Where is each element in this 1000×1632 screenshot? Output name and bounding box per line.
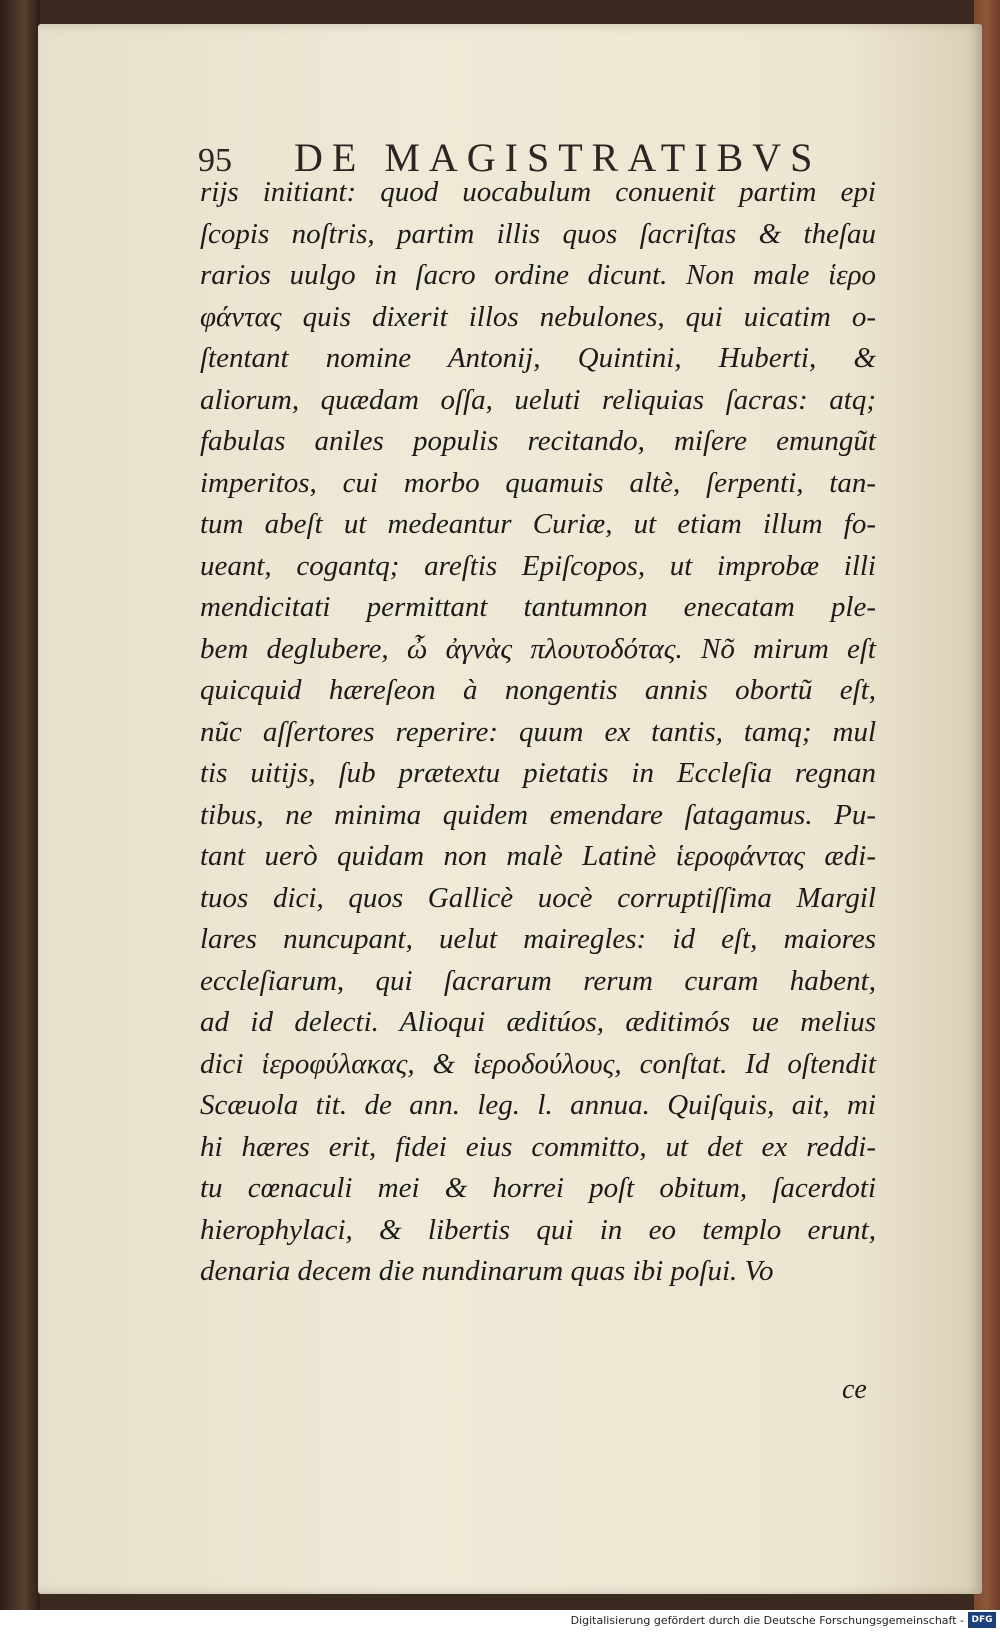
text-line: φάντας quis dixerit illos nebulones, qui uicatim o- <box>200 300 876 333</box>
text-block <box>200 172 876 1293</box>
text-line: nũc aſſertores reperire: quum ex tantis, tamq; mul <box>200 715 876 748</box>
text-line: ueant, cogantq; areſtis Epiſcopos, ut improbæ illi <box>200 549 876 582</box>
text-line: imperitos, cui morbo quamuis altè, ſerpenti, tan- <box>200 466 876 499</box>
text-line: denaria decem die nundinarum quas ibi poſui. Vo <box>200 1255 774 1287</box>
dfg-logo: DFG <box>968 1612 996 1628</box>
footer-bar <box>0 1610 1000 1632</box>
running-title: DE MAGISTRATIBVS <box>294 135 822 180</box>
text-line: fabulas aniles populis recitando, miſere emungũt <box>200 425 876 457</box>
text-line: hi hæres erit, fidei eius committo, ut det ex reddi- <box>200 1130 876 1163</box>
funding-notice: Digitalisierung gefördert durch die Deutsche Forschungsgemeinschaft - <box>570 1614 964 1627</box>
text-line: dici ἱεροφύλακας, & ἱεροδούλους, conſtat. Id oſtendit <box>200 1047 876 1080</box>
text-line: tu cœnaculi mei & horrei poſt obitum, ſacerdoti <box>200 1172 876 1204</box>
text-line: rijs initiant: quod uocabulum conuenit partim epi <box>200 176 876 208</box>
text-line: rarios uulgo in ſacro ordine dicunt. Non male ἱερο <box>200 259 876 291</box>
text-line: quicquid hæreſeon à nongentis annis obortũ eſt, <box>200 674 876 706</box>
text-line: mendicitati permittant tantumnon enecatam ple- <box>200 591 876 623</box>
text-line: tibus, ne minima quidem emendare ſatagamus. Pu- <box>200 798 876 831</box>
text-line: tant uerò quidam non malè Latinè ἱεροφάντας ædi- <box>200 840 876 872</box>
text-line: ſtentant nomine Antonij, Quintini, Huberti, & <box>200 342 876 374</box>
text-line: ſcopis noſtris, partim illis quos ſacriſtas & theſau <box>200 217 876 250</box>
text-line: aliorum, quædam oſſa, ueluti reliquias ſacras: atq; <box>200 383 876 416</box>
text-line: tum abeſt ut medeantur Curiæ, ut etiam illum fo- <box>200 508 876 540</box>
text-line: bem deglubere, ὦ ἀγνὰς πλουτοδότας. Nõ mirum eſt <box>200 632 876 665</box>
book-binding-left <box>0 0 40 1610</box>
text-line: lares nuncupant, uelut mairegles: id eſt, maiores <box>200 923 876 955</box>
text-line: hierophylaci, & libertis qui in eo templo erunt, <box>200 1213 876 1246</box>
text-line: ad id delecti. Alioqui æditúos, æditimós ue melius <box>200 1006 876 1038</box>
text-line: eccleſiarum, qui ſacrarum rerum curam habent, <box>200 964 876 997</box>
text-line: Scæuola tit. de ann. leg. l. annua. Quiſquis, ait, mi <box>200 1089 876 1121</box>
text-line: tuos dici, quos Gallicè uocè corruptiſſima Margil <box>200 881 876 914</box>
page-number: 95 <box>198 142 232 179</box>
catchword: ce <box>842 1374 867 1405</box>
text-line: tis uitijs, ſub prætextu pietatis in Eccleſia regnan <box>200 757 876 789</box>
